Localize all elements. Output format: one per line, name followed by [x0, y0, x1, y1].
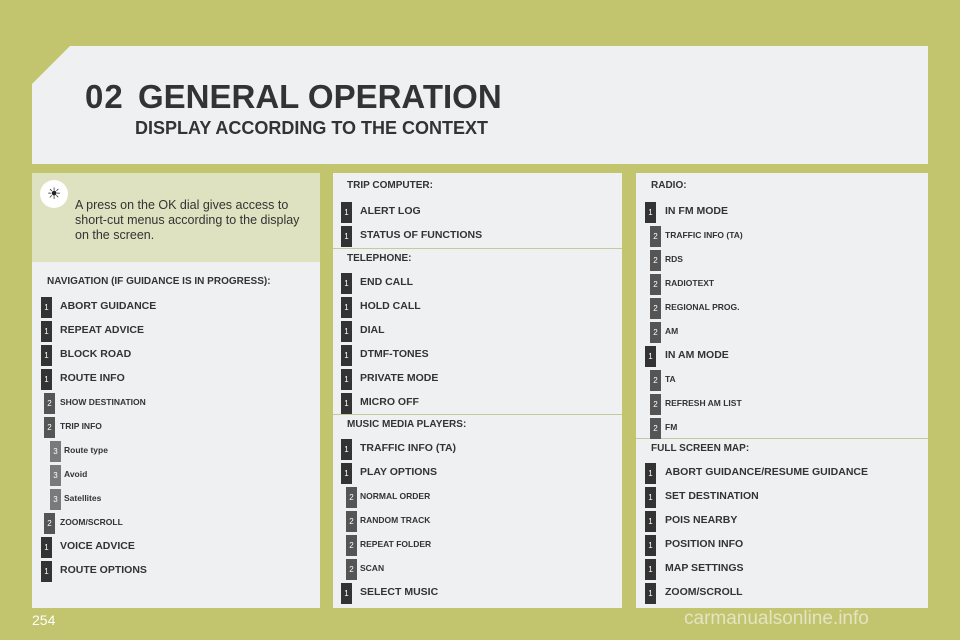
watermark: carmanualsonline.info — [684, 608, 869, 629]
radio-level-badge: 2 — [650, 322, 661, 343]
radio-menu-item: TA — [665, 374, 676, 384]
radio-menu-item: RADIOTEXT — [665, 278, 715, 288]
radio-level-badge: 2 — [650, 250, 661, 271]
telephone-level-badge: 1 — [341, 321, 352, 342]
radio-menu-item: IN FM MODE — [665, 205, 728, 217]
telephone-level-badge: 1 — [341, 345, 352, 366]
page-subtitle: DISPLAY ACCORDING TO THE CONTEXT — [135, 118, 489, 138]
divider — [333, 414, 622, 415]
trip-level-badge: 1 — [341, 226, 352, 247]
chapter-number: 02 — [85, 78, 124, 115]
navigation-menu-item: ROUTE OPTIONS — [60, 564, 147, 576]
telephone-menu-item: HOLD CALL — [360, 300, 421, 312]
page-number: 254 — [32, 612, 56, 628]
tip-text: A press on the OK dial gives access to short-cut menus according to the display on the screen. — [75, 198, 300, 242]
music-menu-item: SELECT MUSIC — [360, 586, 439, 598]
music-level-badge: 2 — [346, 487, 357, 508]
music-level-badge: 2 — [346, 559, 357, 580]
navigation-menu-item: REPEAT ADVICE — [60, 324, 145, 336]
telephone-level-badge: 1 — [341, 297, 352, 318]
navigation-level-badge: 1 — [41, 369, 52, 390]
telephone-menu-item: PRIVATE MODE — [360, 372, 439, 384]
telephone-level-badge: 1 — [341, 369, 352, 390]
fullscreen-level-badge: 1 — [645, 511, 656, 532]
radio-menu-item: REGIONAL PROG. — [665, 302, 740, 312]
music-level-badge: 1 — [341, 463, 352, 484]
navigation-menu-item: ABORT GUIDANCE — [60, 300, 157, 312]
music-menu-item: NORMAL ORDER — [360, 491, 431, 501]
navigation-menu-item: TRIP INFO — [60, 421, 102, 431]
music-level-badge: 1 — [341, 439, 352, 460]
telephone-level-badge: 1 — [341, 273, 352, 294]
navigation-menu-item: VOICE ADVICE — [60, 540, 135, 552]
navigation-level-badge: 3 — [50, 489, 61, 510]
radio-heading: RADIO: — [651, 180, 687, 191]
fullscreen-menu-item: ZOOM/SCROLL — [665, 586, 743, 598]
music-level-badge: 2 — [346, 511, 357, 532]
navigation-menu-item: BLOCK ROAD — [60, 348, 132, 360]
fullscreen-level-badge: 1 — [645, 535, 656, 556]
navigation-menu-item: Satellites — [64, 493, 102, 503]
radio-level-badge: 2 — [650, 298, 661, 319]
radio-menu-item: REFRESH AM LIST — [665, 398, 742, 408]
trip-level-badge: 1 — [341, 202, 352, 223]
radio-level-badge: 1 — [645, 202, 656, 223]
fullscreen-level-badge: 1 — [645, 487, 656, 508]
radio-menu-item: TRAFFIC INFO (TA) — [665, 230, 743, 240]
navigation-level-badge: 1 — [41, 345, 52, 366]
navigation-heading: NAVIGATION (IF GUIDANCE IS IN PROGRESS): — [47, 276, 271, 287]
navigation-level-badge: 1 — [41, 321, 52, 342]
navigation-panel — [32, 262, 320, 608]
navigation-menu-item: Avoid — [64, 469, 88, 479]
navigation-level-badge: 2 — [44, 393, 55, 414]
fullscreen-level-badge: 1 — [645, 463, 656, 484]
navigation-level-badge: 1 — [41, 537, 52, 558]
navigation-level-badge: 2 — [44, 417, 55, 438]
radio-menu-item: RDS — [665, 254, 683, 264]
radio-level-badge: 1 — [645, 346, 656, 367]
fullscreen-menu-item: SET DESTINATION — [665, 490, 759, 502]
music-menu-item: RANDOM TRACK — [360, 515, 431, 525]
radio-level-badge: 2 — [650, 394, 661, 415]
trip-heading: TRIP COMPUTER: — [347, 180, 433, 191]
radio-level-badge: 2 — [650, 370, 661, 391]
navigation-level-badge: 1 — [41, 297, 52, 318]
radio-menu-item: IN AM MODE — [665, 349, 729, 361]
navigation-menu-item: ROUTE INFO — [60, 372, 125, 384]
fullscreen-menu-item: POIS NEARBY — [665, 514, 738, 526]
telephone-menu-item: MICRO OFF — [360, 396, 419, 408]
music-menu-item: PLAY OPTIONS — [360, 466, 438, 478]
divider — [333, 248, 622, 249]
fullscreen-menu-item: POSITION INFO — [665, 538, 744, 550]
navigation-level-badge: 3 — [50, 465, 61, 486]
navigation-menu-item: Route type — [64, 445, 108, 455]
navigation-menu-item: ZOOM/SCROLL — [60, 517, 123, 527]
radio-level-badge: 2 — [650, 274, 661, 295]
telephone-menu-item: DIAL — [360, 324, 385, 336]
radio-menu-item: FM — [665, 422, 678, 432]
telephone-level-badge: 1 — [341, 393, 352, 414]
fullscreen-level-badge: 1 — [645, 583, 656, 604]
light-bulb-icon: ☀ — [40, 180, 68, 208]
radio-level-badge: 2 — [650, 418, 661, 439]
radio-level-badge: 2 — [650, 226, 661, 247]
telephone-heading: TELEPHONE: — [347, 253, 412, 264]
navigation-level-badge: 3 — [50, 441, 61, 462]
divider — [636, 438, 928, 439]
trip-menu-item: STATUS OF FUNCTIONS — [360, 229, 483, 241]
telephone-menu-item: DTMF-TONES — [360, 348, 429, 360]
music-level-badge: 2 — [346, 535, 357, 556]
navigation-menu-item: SHOW DESTINATION — [60, 397, 146, 407]
radio-menu-item: AM — [665, 326, 679, 336]
music-menu-item: SCAN — [360, 563, 385, 573]
fullscreen-heading: FULL SCREEN MAP: — [651, 443, 750, 454]
music-menu-item: TRAFFIC INFO (TA) — [360, 442, 457, 454]
page-title: GENERAL OPERATION — [138, 78, 502, 115]
telephone-menu-item: END CALL — [360, 276, 414, 288]
fullscreen-menu-item: MAP SETTINGS — [665, 562, 744, 574]
music-menu-item: REPEAT FOLDER — [360, 539, 432, 549]
music-level-badge: 1 — [341, 583, 352, 604]
music-heading: MUSIC MEDIA PLAYERS: — [347, 419, 467, 430]
navigation-level-badge: 2 — [44, 513, 55, 534]
fullscreen-level-badge: 1 — [645, 559, 656, 580]
fullscreen-menu-item: ABORT GUIDANCE/RESUME GUIDANCE — [665, 466, 869, 478]
navigation-level-badge: 1 — [41, 561, 52, 582]
trip-menu-item: ALERT LOG — [360, 205, 421, 217]
